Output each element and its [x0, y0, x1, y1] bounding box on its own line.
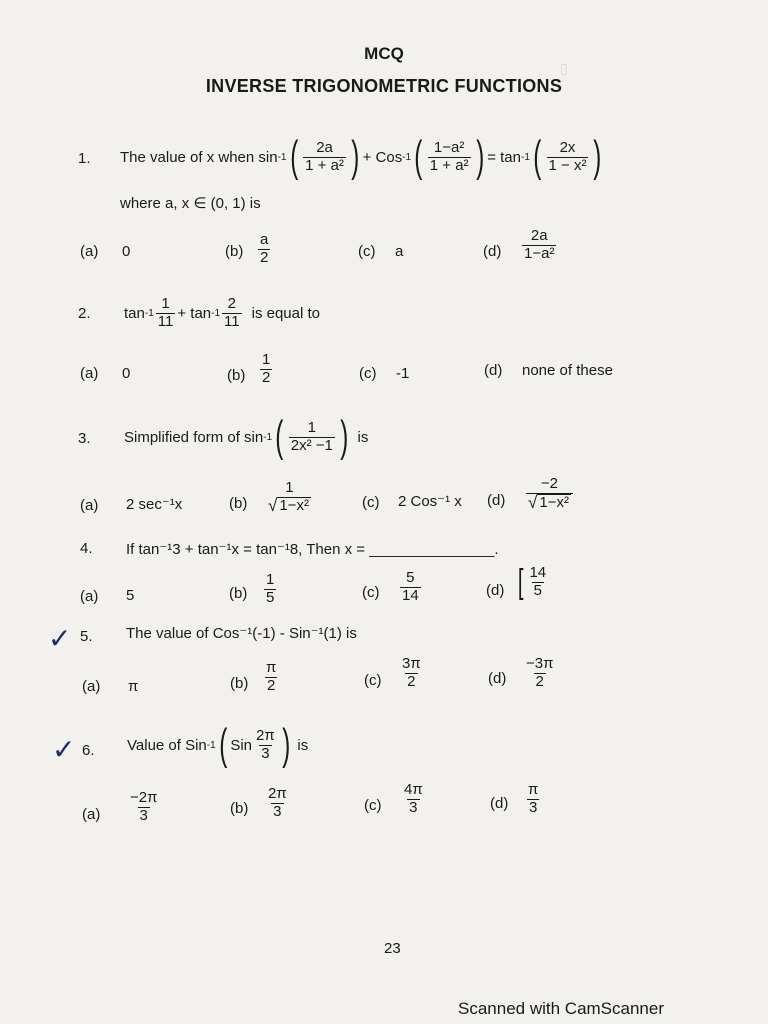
bleed-through-text: ▯ [560, 60, 568, 76]
paren: ( [218, 720, 228, 769]
page-number: 23 [384, 940, 401, 957]
q1-frac2-den: 1 + a² [429, 156, 469, 174]
q2-tan-1: tan [124, 304, 145, 322]
q5-option-d [522, 656, 557, 690]
question-4-stem [126, 540, 499, 558]
q1-b-num: a [260, 231, 269, 248]
q2-option-b-label: (b) [227, 367, 246, 384]
q2-frac-1 [156, 296, 176, 330]
q2-inv-1: -1 [144, 307, 154, 319]
q5-d-num: −3π [526, 655, 554, 672]
q2-frac-2 [222, 296, 242, 330]
q5-d-den: 2 [535, 672, 544, 690]
question-3-stem [124, 412, 368, 462]
q3-d-den: 1−x² [539, 493, 569, 511]
q1-frac-3 [547, 140, 589, 174]
q2-option-c-label: (c) [359, 365, 377, 382]
q5-option-a: π [128, 678, 139, 695]
q3-option-c: 2 Cos⁻¹ x [398, 493, 462, 510]
q1-option-d-label: (d) [483, 243, 502, 260]
q2-tail: is equal to [251, 304, 320, 322]
q6-option-a-label: (a) [82, 806, 101, 823]
q4-b-den: 5 [266, 588, 275, 606]
q1-option-b [256, 232, 272, 266]
sqrt-sign: √ [268, 495, 278, 515]
q1-frac3-num: 2x [559, 139, 576, 156]
q6-inv: -1 [206, 739, 216, 751]
q4-text: If tan⁻¹3 + tan⁻¹x = tan⁻¹8, Then x = [126, 541, 370, 558]
q2-inv-2: -1 [211, 307, 221, 319]
q3-option-a-label: (a) [80, 497, 99, 514]
paren: ) [340, 412, 349, 461]
q1-frac1-den: 1 + a² [305, 156, 344, 174]
q1-option-c-label: (c) [358, 243, 376, 260]
paren: ) [282, 720, 291, 769]
q6-frac [254, 728, 277, 762]
page-title: MCQ [364, 44, 404, 63]
q6-frac-num: 2π [256, 727, 275, 744]
q6-b-num: 2π [268, 785, 287, 802]
q2-option-b [258, 352, 274, 386]
q2-option-a: 0 [122, 365, 131, 382]
q6-tail: is [297, 736, 309, 754]
question-3-number: 3. [78, 430, 91, 447]
paren: ( [533, 132, 542, 181]
q3-d-num: −2 [540, 475, 559, 492]
q4-option-c-label: (c) [362, 584, 380, 601]
q1-inv-2: -1 [402, 151, 412, 163]
q1-b-den: 2 [260, 248, 269, 266]
q4-d-den: 5 [533, 581, 542, 599]
q6-option-c [400, 782, 427, 816]
q4-option-a-label: (a) [80, 588, 99, 605]
q1-frac1-num: 2a [316, 139, 333, 156]
q3-frac-den: 2x² −1 [290, 436, 333, 454]
q4-option-d-label: (d) [486, 582, 505, 599]
q4-d-num: 14 [529, 564, 547, 581]
q2-option-d-label: (d) [484, 362, 503, 379]
check-mark-icon: ✓ [52, 734, 76, 765]
q6-option-d [524, 782, 542, 816]
paren: ( [414, 132, 423, 181]
q3-option-b [264, 480, 315, 515]
paren: ) [351, 132, 360, 181]
q2-frac2-den: 11 [224, 312, 240, 330]
q2-b-den: 2 [262, 368, 271, 386]
question-2-number: 2. [78, 305, 91, 322]
q1-frac-1 [303, 140, 346, 174]
q3-frac [289, 420, 335, 454]
q1-eq: = tan [487, 148, 521, 166]
q1-option-b-label: (b) [225, 243, 244, 260]
q4-option-b-label: (b) [229, 585, 248, 602]
q6-a-den: 3 [139, 806, 148, 824]
q3-text: Simplified form of sin [124, 428, 264, 446]
q6-option-b [264, 786, 291, 820]
q6-option-c-label: (c) [364, 797, 382, 814]
q5-c-num: 3π [402, 655, 421, 672]
q1-option-c: a [395, 243, 404, 260]
q2-option-d: none of these [522, 362, 613, 379]
paren: ) [593, 132, 602, 181]
q4-option-b [262, 572, 278, 606]
q3-option-b-label: (b) [229, 495, 248, 512]
q5-option-d-label: (d) [488, 670, 507, 687]
q5-option-c [398, 656, 425, 690]
question-6-stem [127, 722, 308, 768]
q4-b-num: 1 [266, 571, 275, 588]
q6-option-a [126, 790, 161, 824]
q5-option-c-label: (c) [364, 672, 382, 689]
q1-option-d [520, 228, 558, 262]
question-2-stem [124, 290, 320, 336]
q1-text: The value of x when sin [120, 148, 278, 166]
q1-frac-2 [428, 140, 471, 174]
paren: ) [475, 132, 484, 181]
q4-option-a: 5 [126, 587, 135, 604]
sqrt-sign: √ [528, 492, 538, 512]
question-1-stem [120, 132, 605, 182]
q3-frac-num: 1 [307, 419, 316, 436]
q1-d-den: 1−a² [524, 244, 555, 262]
q1-frac2-num: 1−a² [433, 139, 465, 156]
q3-option-d [524, 476, 575, 512]
q5-option-b [262, 660, 280, 694]
q2-option-a-label: (a) [80, 365, 99, 382]
q6-text: Value of Sin [127, 736, 207, 754]
q6-option-d-label: (d) [490, 795, 509, 812]
q2-b-num: 1 [262, 351, 271, 368]
q3-option-a: 2 sec⁻¹x [126, 496, 183, 513]
q2-plus: + tan [177, 304, 212, 322]
question-4-number: 4. [80, 540, 93, 557]
q6-option-b-label: (b) [230, 800, 249, 817]
q2-frac1-den: 11 [157, 312, 174, 330]
q3-inv: -1 [263, 431, 273, 443]
q5-b-num: π [266, 659, 277, 676]
q4-option-c [398, 570, 423, 604]
q6-c-num: 4π [404, 781, 423, 798]
q5-c-den: 2 [407, 672, 416, 690]
question-5-number: 5. [80, 628, 93, 645]
q2-frac1-num: 1 [161, 295, 170, 312]
q1-frac3-den: 1 − x² [548, 156, 587, 174]
q6-d-num: π [528, 781, 539, 798]
question-1-line2: where a, x ∈ (0, 1) is [120, 195, 261, 212]
q3-option-c-label: (c) [362, 494, 380, 511]
paren: ( [275, 412, 284, 461]
bracket: [ [517, 563, 524, 601]
q6-b-den: 3 [273, 802, 282, 820]
q3-b-num: 1 [285, 479, 294, 496]
page-subtitle: INVERSE TRIGONOMETRIC FUNCTIONS [205, 76, 563, 96]
q1-inv-1: -1 [277, 151, 287, 163]
q1-inv-3: -1 [520, 151, 530, 163]
q3-b-den: 1−x² [279, 496, 309, 514]
q3-tail: is [357, 428, 369, 446]
question-5-stem: The value of Cos⁻¹(-1) - Sin⁻¹(1) is [126, 625, 357, 642]
q6-d-den: 3 [529, 798, 538, 816]
q4-blank: _______________. [369, 541, 499, 558]
q3-option-d-label: (d) [487, 492, 506, 509]
q2-frac2-num: 2 [227, 295, 236, 312]
q6-a-num: −2π [130, 789, 158, 806]
q5-option-a-label: (a) [82, 678, 101, 695]
scanner-watermark: Scanned with CamScanner [458, 999, 665, 1018]
q5-b-den: 2 [267, 676, 276, 694]
q4-option-d [516, 565, 550, 599]
q4-c-num: 5 [406, 569, 415, 586]
q6-c-den: 3 [409, 798, 418, 816]
q1-option-a: 0 [122, 243, 131, 260]
check-mark-icon: ✓ [48, 623, 72, 654]
q1-option-a-label: (a) [80, 243, 99, 260]
q2-option-c: -1 [396, 365, 410, 382]
q1-d-num: 2a [530, 227, 548, 244]
q1-plus: + Cos [362, 148, 403, 166]
q6-frac-den: 3 [261, 744, 270, 762]
q5-option-b-label: (b) [230, 675, 249, 692]
q4-c-den: 14 [402, 586, 419, 604]
question-6-number: 6. [82, 742, 95, 759]
paren: ( [289, 132, 298, 181]
q6-inner: Sin [230, 736, 253, 754]
question-1-number: 1. [78, 150, 91, 167]
